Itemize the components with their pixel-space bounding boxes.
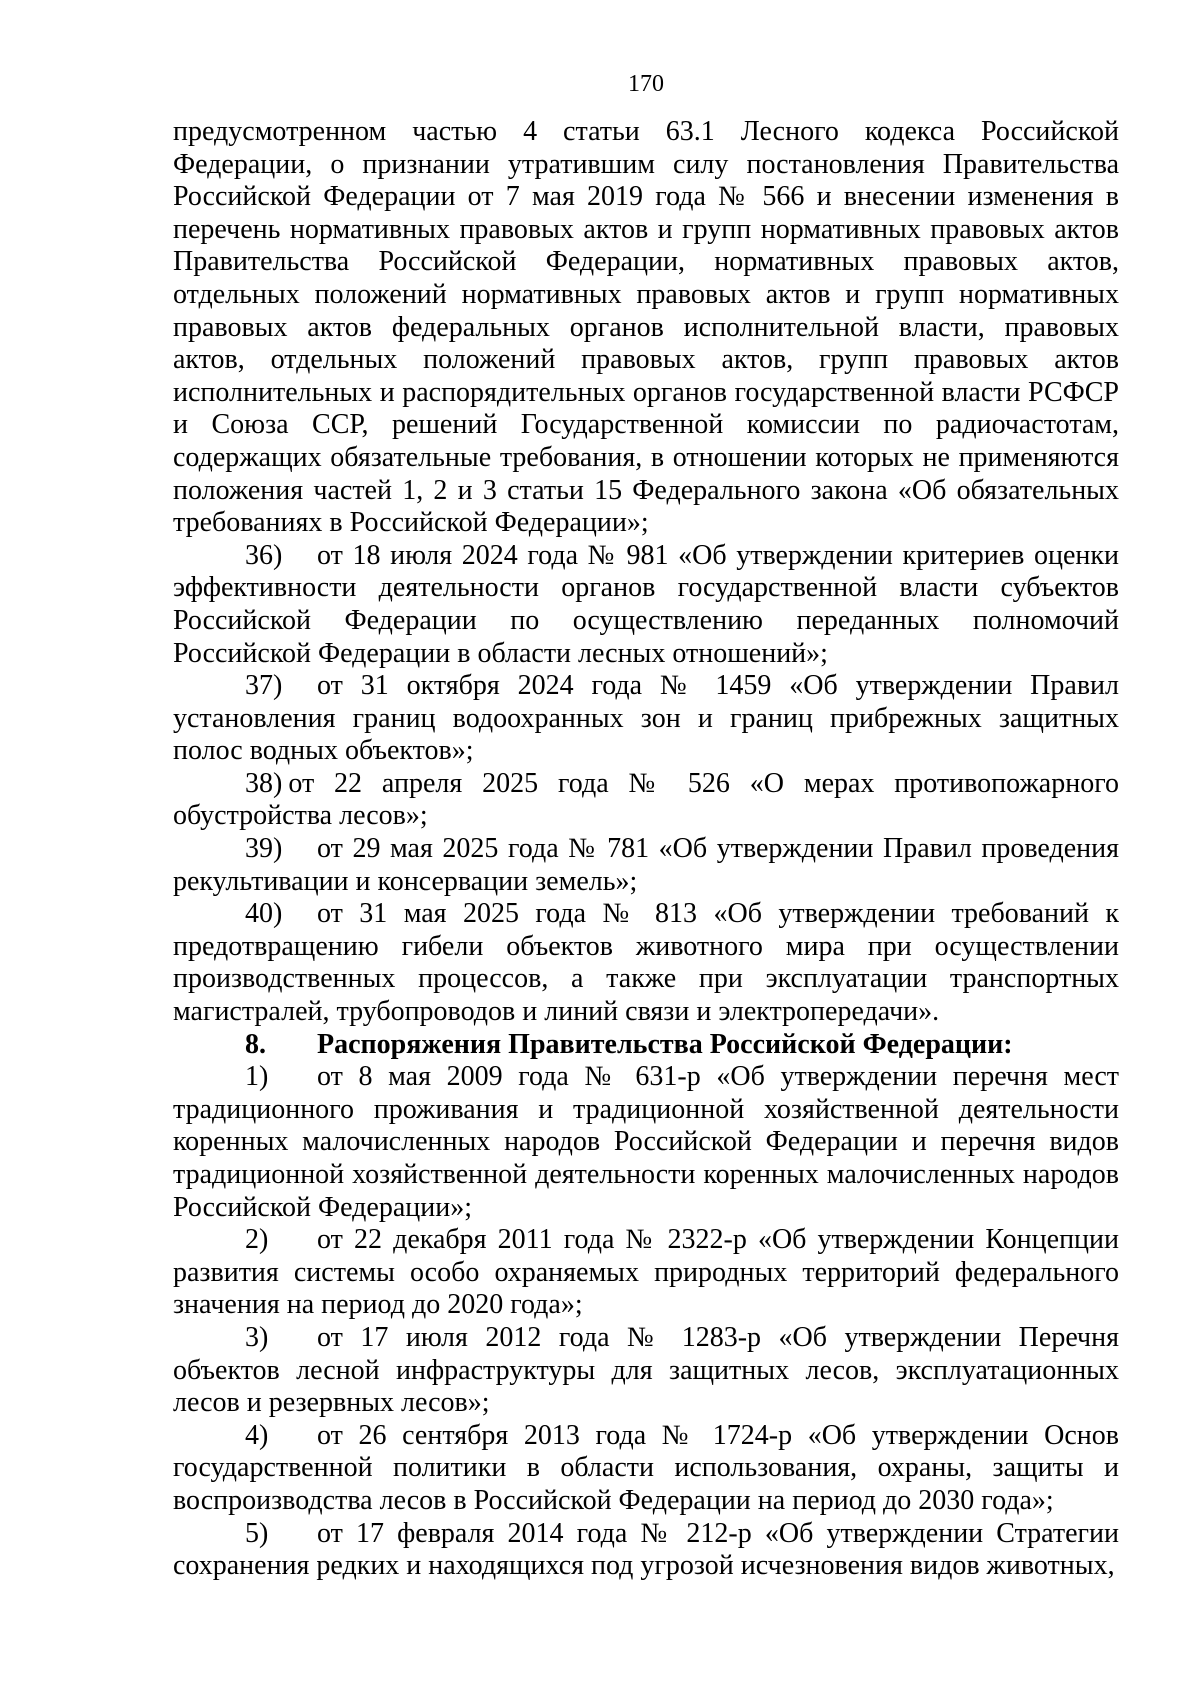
- item-text: от 29 мая 2025 года № 781 «Об утверждении Правил проведения рекультивации и консервации земель»;: [173, 833, 1119, 897]
- item-text: от 22 декабря 2011 года № 2322-р «Об утверждении Концепции развития системы особо охраняемых природных территорий федерального значения на период до 2020 года»;: [173, 1224, 1119, 1321]
- list-item: [173, 1061, 1119, 1224]
- item-number: 1): [245, 1061, 269, 1093]
- list-item: [173, 768, 1119, 833]
- item-text: от 8 мая 2009 года № 631-р «Об утверждении перечня мест традиционного проживания и традиционной хозяйственной деятельности коренных малочисленных народов Российской Федерации и перечня видов традиционной хозяйственной деятельности коренных малочисленных народов Российской Федерации»;: [173, 1061, 1119, 1223]
- item-number: 4): [245, 1419, 269, 1451]
- item-number: 3): [245, 1321, 269, 1353]
- item-number: 2): [245, 1224, 269, 1256]
- list-item: [173, 1224, 1119, 1322]
- list-item: [173, 833, 1119, 898]
- section-title: Распоряжения Правительства Российской Федерации:: [317, 1028, 1013, 1060]
- item-number: 37): [245, 670, 283, 702]
- section-number: 8.: [245, 1028, 266, 1060]
- item-text: от 17 июля 2012 года № 1283-р «Об утверждении Перечня объектов лесной инфраструктуры для защитных лесов, эксплуатационных лесов и резервных лесов»;: [173, 1321, 1119, 1419]
- item-text: от 22 апреля 2025 года № 526 «О мерах противопожарного обустройства лесов»;: [173, 767, 1119, 832]
- list-item: [173, 1420, 1119, 1518]
- document-body: [173, 116, 1119, 1583]
- list-item: [173, 1518, 1119, 1583]
- item-number: 5): [245, 1517, 269, 1549]
- item-number: 38): [245, 767, 283, 799]
- item-number: 40): [245, 898, 283, 930]
- section-heading: [173, 1029, 1119, 1062]
- item-number: 39): [245, 833, 283, 865]
- item-text: от 18 июля 2024 года № 981 «Об утверждении критериев оценки эффективности деятельности органов государственной власти субъектов Российской Федерации по осуществлению переданных полномочий Российской Федерации в области лесных отношений»;: [173, 539, 1119, 669]
- list-item: [173, 1322, 1119, 1420]
- page-number: 170: [628, 71, 664, 97]
- item-text: от 17 февраля 2014 года № 212-р «Об утверждении Стратегии сохранения редких и находящихся под угрозой исчезновения видов животных,: [173, 1517, 1119, 1582]
- item-text: от 31 октября 2024 года № 1459 «Об утверждении Правил установления границ водоохранных зон и границ прибрежных защитных полос водных объектов»;: [173, 670, 1119, 767]
- continuation-paragraph: предусмотренном частью 4 статьи 63.1 Лесного кодекса Российской Федерации, о признании утратившим силу постановления Правительства Российской Федерации от 7 мая 2019 года № 566 и внесении изменения в перечень нормативных правовых актов и групп нормативных правовых актов Правительства Российской Федерации, нормативных правовых актов, отдельных положений нормативных правовых актов и групп нормативных правовых актов федеральных органов исполнительной власти, правовых актов, отдельных положений правовых актов, групп правовых актов исполнительных и распорядительных органов государственной власти РСФСР и Союза ССР, решений Государственной комиссии по радиочастотам, содержащих обязательные требования, в отношении которых не применяются положения частей 1, 2 и 3 статьи 15 Федерального закона «Об обязательных требованиях в Российской Федерации»;: [173, 116, 1119, 539]
- list-item: [173, 540, 1119, 670]
- item-text: от 31 мая 2025 года № 813 «Об утверждении требований к предотвращению гибели объектов животного мира при осуществлении производственных процессов, а также при эксплуатации транспортных магистралей, трубопроводов и линий связи и электропередачи».: [173, 898, 1119, 1028]
- list-item: [173, 670, 1119, 768]
- list-item: [173, 898, 1119, 1028]
- item-number: 36): [245, 539, 283, 571]
- item-text: от 26 сентября 2013 года № 1724-р «Об утверждении Основ государственной политики в области использования, охраны, защиты и воспроизводства лесов в Российской Федерации на период до 2030 года»;: [173, 1419, 1119, 1516]
